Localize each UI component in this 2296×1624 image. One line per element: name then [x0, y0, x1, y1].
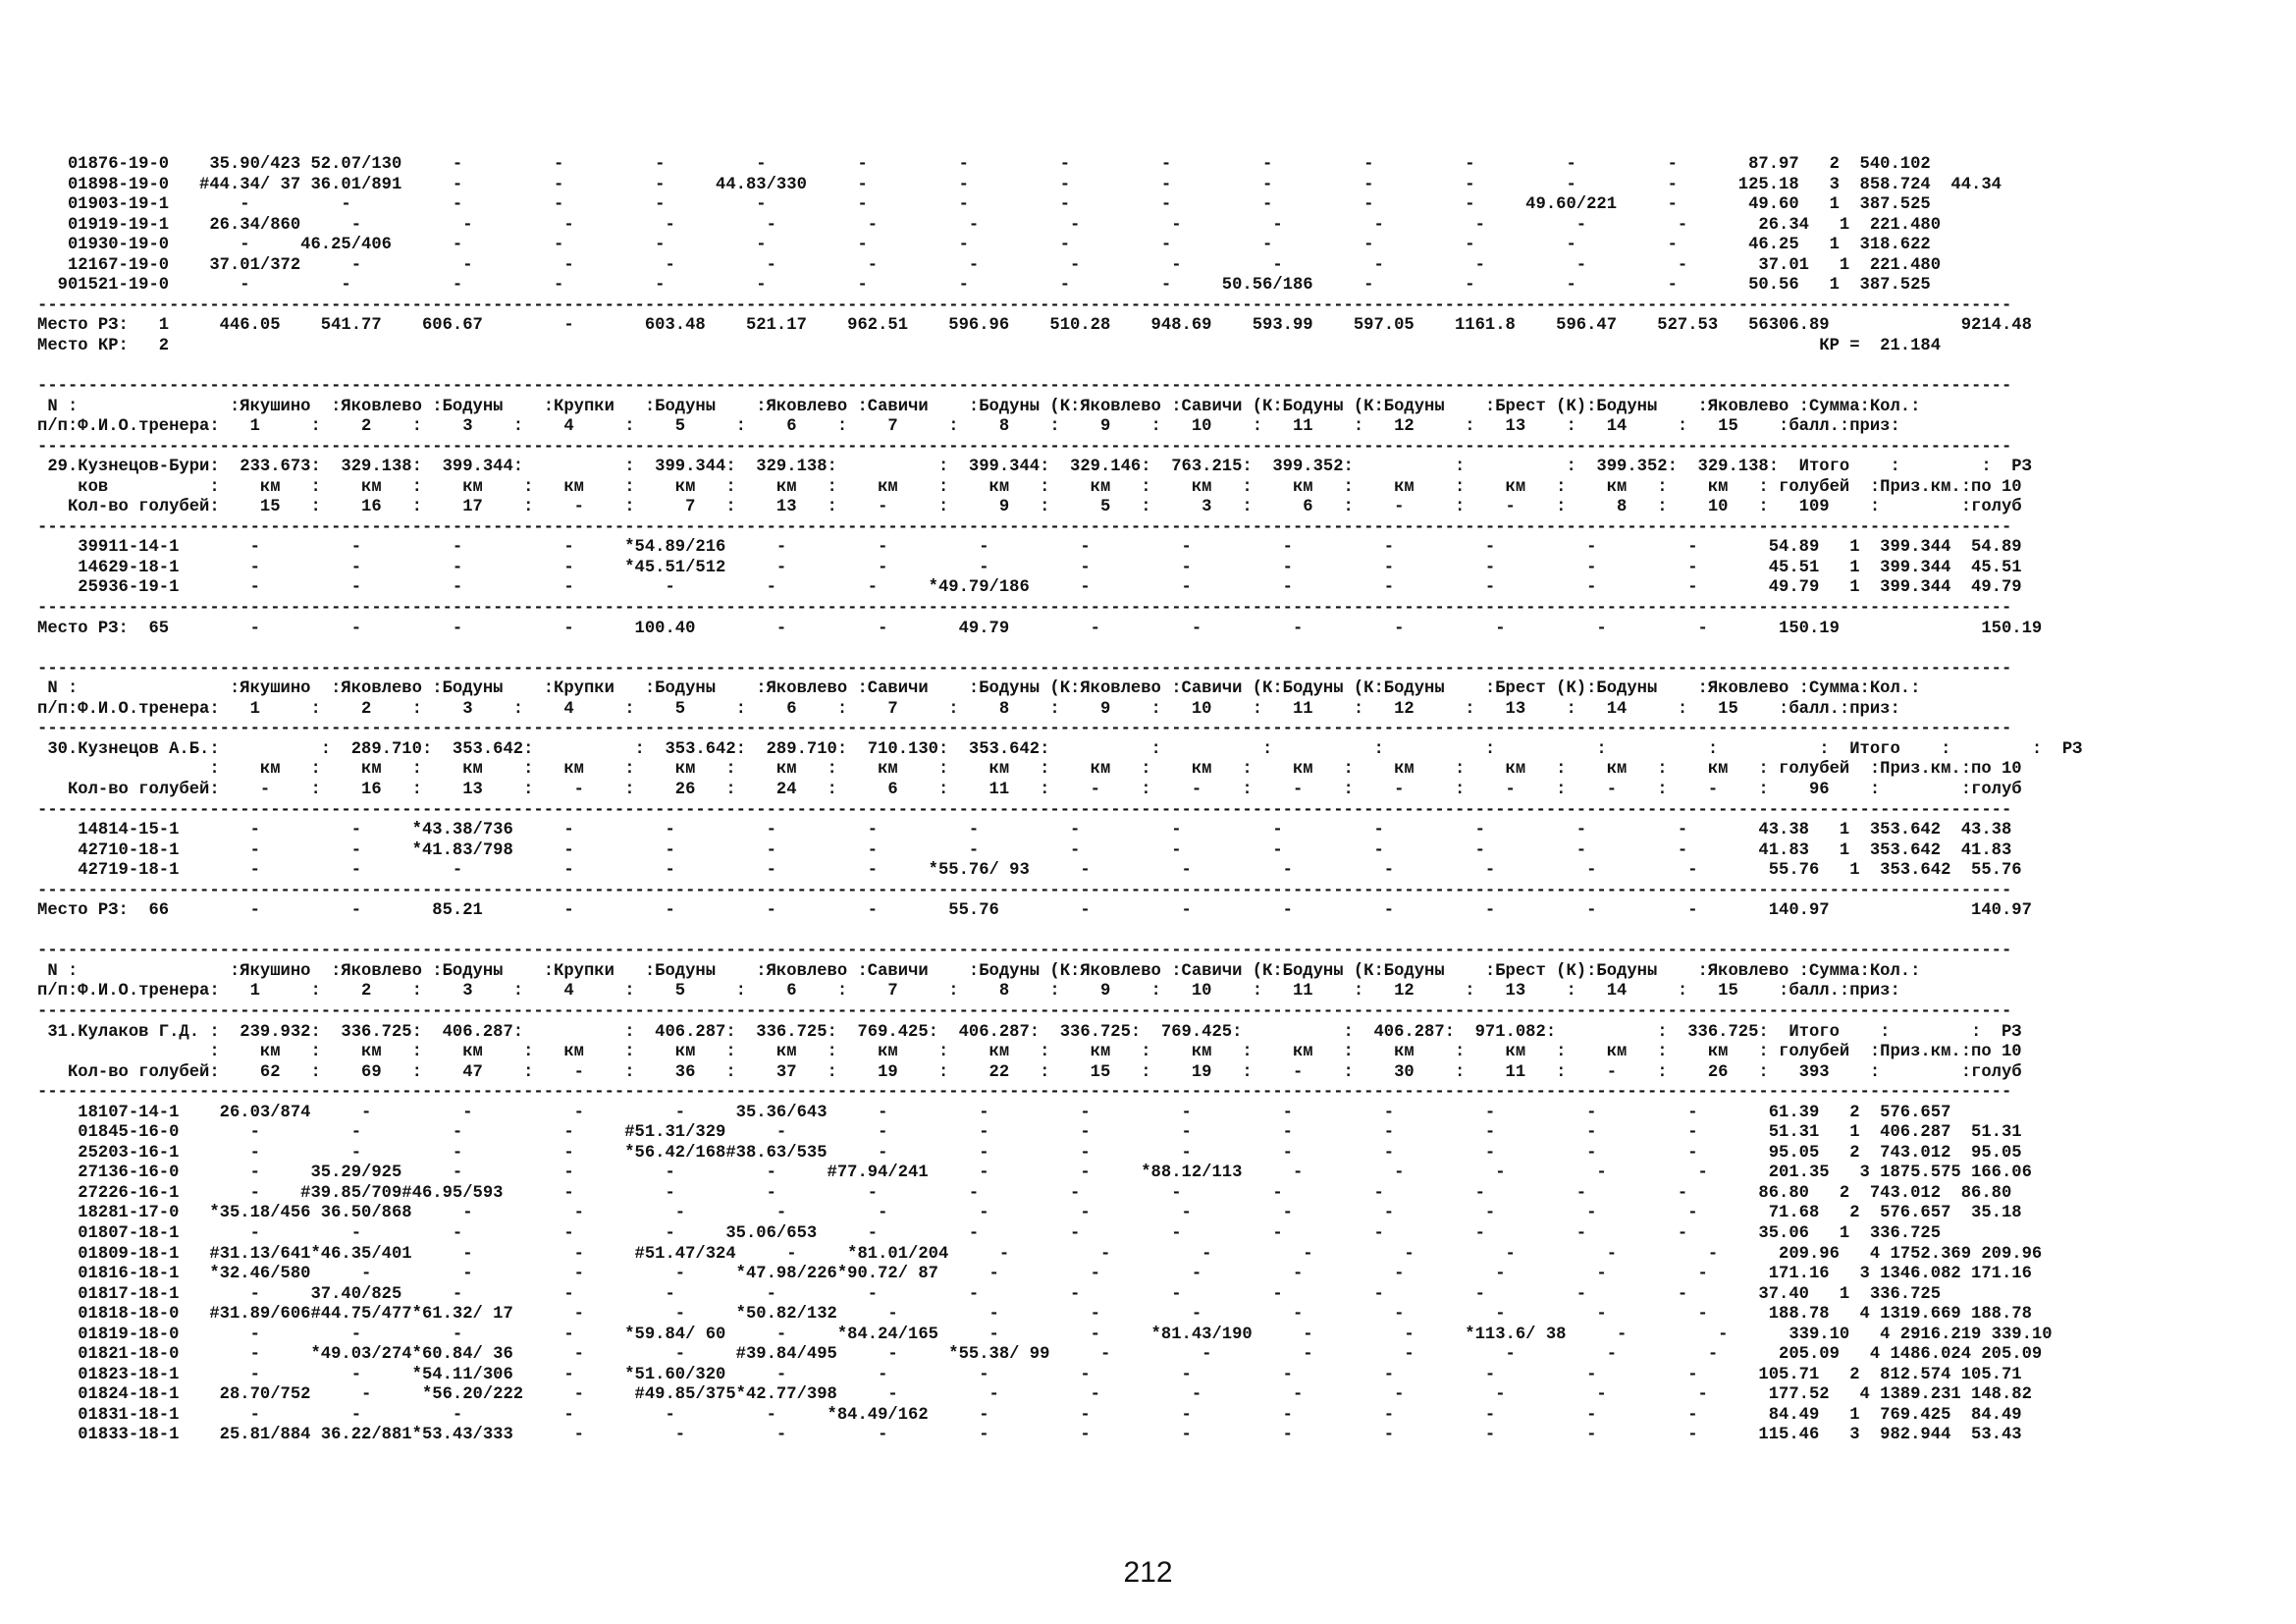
blank-line	[37, 356, 2256, 377]
bird-row: 25203-16-1 - - - - *56.42/168#38.63/535 - - - - - - - - - 95.05 2 743.012 95.05	[37, 1143, 2022, 1163]
bird-row: 27136-16-0 - 35.29/925 - - - - #77.94/241 - - *88.12/113 - - - - - 201.35 3 1875.575 166.06	[37, 1164, 2032, 1183]
bird-row: 01818-18-0 #31.89/606#44.75/477*61.32/ 17 - - *50.82/132 - - - - - - - - - 188.78 4 1319.669 188.78	[37, 1305, 2032, 1325]
bird-row: 01876-19-0 35.90/423 52.07/130 - - - - - - - - - - - - - 87.97 2 540.102	[37, 155, 1931, 174]
separator-line: ---------------------------------------------------------------------------------------------------------------------------------------------------------------------------------------------------	[37, 720, 2012, 739]
column-header-line: п/п:Ф.И.О.тренера: 1 : 2 : 3 : 4 : 5 : 6 : 7 : 8 : 9 : 10 : 11 : 12 : 13 : 14 : 15 :балл.:приз:	[37, 982, 1900, 1001]
bird-row: 01816-18-1 *32.46/580 - - - - *47.98/226*90.72/ 87 - - - - - - - - 171.16 3 1346.082 171.16	[37, 1265, 2032, 1284]
separator-line: ---------------------------------------------------------------------------------------------------------------------------------------------------------------------------------------------------	[37, 659, 2012, 678]
bird-row: 42710-18-1 - - *41.83/798 - - - - - - - - - - - - 41.83 1 353.642 41.83	[37, 840, 2012, 860]
bird-row: 39911-14-1 - - - - *54.89/216 - - - - - - - - - - 54.89 1 399.344 54.89	[37, 538, 2022, 558]
separator-line: ---------------------------------------------------------------------------------------------------------------------------------------------------------------------------------------------------	[37, 377, 2012, 397]
column-header-line: N : :Якушино :Яковлево :Бодуны :Крупки :Бодуны :Яковлево :Савичи :Бодуны (К:Яковлево :Савичи (К:Бодуны (К:Бодуны :Брест (К):Бодуны :Яковлево :Сумма:Кол.:	[37, 679, 1921, 699]
bird-row: 01919-19-1 26.34/860 - - - - - - - - - - - - - - 26.34 1 221.480	[37, 215, 1942, 235]
bird-row: 01833-18-1 25.81/884 36.22/881*53.43/333 - - - - - - - - - - - - 115.46 3 982.944 53.43	[37, 1426, 2022, 1445]
separator-line: ---------------------------------------------------------------------------------------------------------------------------------------------------------------------------------------------------	[37, 800, 2012, 820]
results-printout	[37, 155, 2256, 1446]
bird-row: 01809-18-1 #31.13/641*46.35/401 - - #51.47/324 - *81.01/204 - - - - - - - - 209.96 4 1752.369 209.96	[37, 1244, 2043, 1264]
bird-row: 01819-18-0 - - - - *59.84/ 60 - *84.24/165 - - *81.43/190 - - *113.6/ 38 - - 339.10 4 2916.219 339.10	[37, 1325, 2053, 1344]
column-header-line: N : :Якушино :Яковлево :Бодуны :Крупки :Бодуны :Яковлево :Савичи :Бодуны (К:Яковлево :Савичи (К:Бодуны (К:Бодуны :Брест (К):Бодуны :Яковлево :Сумма:Кол.:	[37, 397, 1921, 416]
separator-line: ---------------------------------------------------------------------------------------------------------------------------------------------------------------------------------------------------	[37, 437, 2012, 457]
trainer-header-line: 31.Кулаков Г.Д. : 239.932: 336.725: 406.287: : 406.287: 336.725: 769.425: 406.287: 336.725: 769.425: : 406.287: 971.082: : 336.725: Итого : : РЗ	[37, 1022, 2022, 1042]
bird-row: 01831-18-1 - - - - - - *84.49/162 - - - - - - - - 84.49 1 769.425 84.49	[37, 1405, 2022, 1425]
separator-line: ---------------------------------------------------------------------------------------------------------------------------------------------------------------------------------------------------	[37, 881, 2012, 900]
bird-row: 01845-16-0 - - - - #51.31/329 - - - - - - - - - - 51.31 1 406.287 51.31	[37, 1123, 2022, 1143]
trainer-header-line: ков : км : км : км : км : км : км : км : км : км : км : км : км : км : км : км : голубей :Приз.км.:по 10	[37, 477, 2022, 497]
trainer-header-line: Кол-во голубей: 62 : 69 : 47 : - : 36 : 37 : 19 : 22 : 15 : 19 : - : 30 : 11 : - : 26 : 393 : :голуб	[37, 1062, 2022, 1082]
bird-row: 01824-18-1 28.70/752 - *56.20/222 - #49.85/375*42.77/398 - - - - - - - - - 177.52 4 1389.231 148.82	[37, 1385, 2032, 1405]
separator-line: ---------------------------------------------------------------------------------------------------------------------------------------------------------------------------------------------------	[37, 517, 2012, 537]
blank-line	[37, 639, 2256, 660]
bird-row: 01903-19-1 - - - - - - - - - - - - - 49.60/221 - 49.60 1 387.525	[37, 195, 1931, 215]
trainer-header-line: : км : км : км : км : км : км : км : км : км : км : км : км : км : км : км : голубей :Приз.км.:по 10	[37, 760, 2022, 780]
bird-row: 18281-17-0 *35.18/456 36.50/868 - - - - - - - - - - - - - 71.68 2 576.657 35.18	[37, 1204, 2022, 1223]
bird-row: 18107-14-1 26.03/874 - - - - 35.36/643 - - - - - - - - - 61.39 2 576.657	[37, 1103, 1951, 1122]
bird-row: 42719-18-1 - - - - - - - *55.76/ 93 - - - - - - - 55.76 1 353.642 55.76	[37, 861, 2022, 881]
bird-row: 12167-19-0 37.01/372 - - - - - - - - - - - - - - 37.01 1 221.480	[37, 255, 1942, 275]
trainer-header-line: Кол-во голубей: 15 : 16 : 17 : - : 7 : 13 : - : 9 : 5 : 3 : 6 : - : - : 8 : 10 : 109 : :голуб	[37, 498, 2022, 517]
bird-row: 27226-16-1 - #39.85/709#46.95/593 - - - - - - - - - - - - 86.80 2 743.012 86.80	[37, 1183, 2012, 1203]
trainer-header-line: 29.Кузнецов-Бури: 233.673: 329.138: 399.344: : 399.344: 329.138: : 399.344: 329.146: 763.215: 399.352: : : 399.352: 329.138: Итого : : РЗ	[37, 458, 2032, 477]
totals-line: Место РЗ: 65 - - - - 100.40 - - 49.79 - - - - - - - 150.19 150.19	[37, 619, 2043, 638]
trainer-header-line: : км : км : км : км : км : км : км : км : км : км : км : км : км : км : км : голубей :Приз.км.:по 10	[37, 1043, 2022, 1062]
column-header-line: п/п:Ф.И.О.тренера: 1 : 2 : 3 : 4 : 5 : 6 : 7 : 8 : 9 : 10 : 11 : 12 : 13 : 14 : 15 :балл.:приз:	[37, 417, 1900, 437]
bird-row: 01821-18-0 - *49.03/274*60.84/ 36 - - #39.84/495 - *55.38/ 99 - - - - - - - 205.09 4 1486.024 205.09	[37, 1345, 2043, 1365]
bird-row: 901521-19-0 - - - - - - - - - - 50.56/186 - - - - 50.56 1 387.525	[37, 276, 1931, 296]
separator-line: ---------------------------------------------------------------------------------------------------------------------------------------------------------------------------------------------------	[37, 942, 2012, 961]
bird-row: 14814-15-1 - - *43.38/736 - - - - - - - - - - - - 43.38 1 353.642 43.38	[37, 821, 2012, 840]
bird-row: 01930-19-0 - 46.25/406 - - - - - - - - - - - - - 46.25 1 318.622	[37, 236, 1931, 255]
separator-line: ---------------------------------------------------------------------------------------------------------------------------------------------------------------------------------------------------	[37, 296, 2012, 315]
bird-row: 01807-18-1 - - - - - 35.06/653 - - - - - - - - - 35.06 1 336.725	[37, 1223, 1942, 1243]
blank-line	[37, 922, 2256, 943]
bird-row: 01823-18-1 - - *54.11/306 - *51.60/320 - - - - - - - - - - 105.71 2 812.574 105.71	[37, 1365, 2022, 1384]
bird-row: 01817-18-1 - 37.40/825 - - - - - - - - - - - - - 37.40 1 336.725	[37, 1284, 1942, 1304]
totals-line: Место РЗ: 1 446.05 541.77 606.67 - 603.48 521.17 962.51 596.96 510.28 948.69 593.99 597.05 1161.8 596.47 527.53 56306.89 9214.48	[37, 316, 2032, 336]
bird-row: 25936-19-1 - - - - - - - *49.79/186 - - - - - - - 49.79 1 399.344 49.79	[37, 578, 2022, 598]
bird-row: 01898-19-0 #44.34/ 37 36.01/891 - - - 44.83/330 - - - - - - - - - 125.18 3 858.724 44.34	[37, 175, 2002, 194]
separator-line: ---------------------------------------------------------------------------------------------------------------------------------------------------------------------------------------------------	[37, 1083, 2012, 1103]
totals-line: Место РЗ: 66 - - 85.21 - - - - 55.76 - - - - - - - 140.97 140.97	[37, 901, 2032, 921]
bird-row: 14629-18-1 - - - - *45.51/512 - - - - - - - - - - 45.51 1 399.344 45.51	[37, 558, 2022, 577]
totals-line: Место КР: 2 КР = 21.184	[37, 336, 1942, 355]
page-number: 212	[1123, 1556, 1173, 1589]
column-header-line: N : :Якушино :Яковлево :Бодуны :Крупки :Бодуны :Яковлево :Савичи :Бодуны (К:Яковлево :Савичи (К:Бодуны (К:Бодуны :Брест (К):Бодуны :Яковлево :Сумма:Кол.:	[37, 961, 1921, 981]
separator-line: ---------------------------------------------------------------------------------------------------------------------------------------------------------------------------------------------------	[37, 1001, 2012, 1021]
trainer-header-line: Кол-во голубей: - : 16 : 13 : - : 26 : 24 : 6 : 11 : - : - : - : - : - : - : - : 96 : :голуб	[37, 780, 2022, 799]
separator-line: ---------------------------------------------------------------------------------------------------------------------------------------------------------------------------------------------------	[37, 599, 2012, 619]
trainer-header-line: 30.Кузнецов А.Б.: : 289.710: 353.642: : 353.642: 289.710: 710.130: 353.642: : : : : : : : Итого : : РЗ	[37, 739, 2083, 759]
column-header-line: п/п:Ф.И.О.тренера: 1 : 2 : 3 : 4 : 5 : 6 : 7 : 8 : 9 : 10 : 11 : 12 : 13 : 14 : 15 :балл.:приз:	[37, 699, 1900, 719]
